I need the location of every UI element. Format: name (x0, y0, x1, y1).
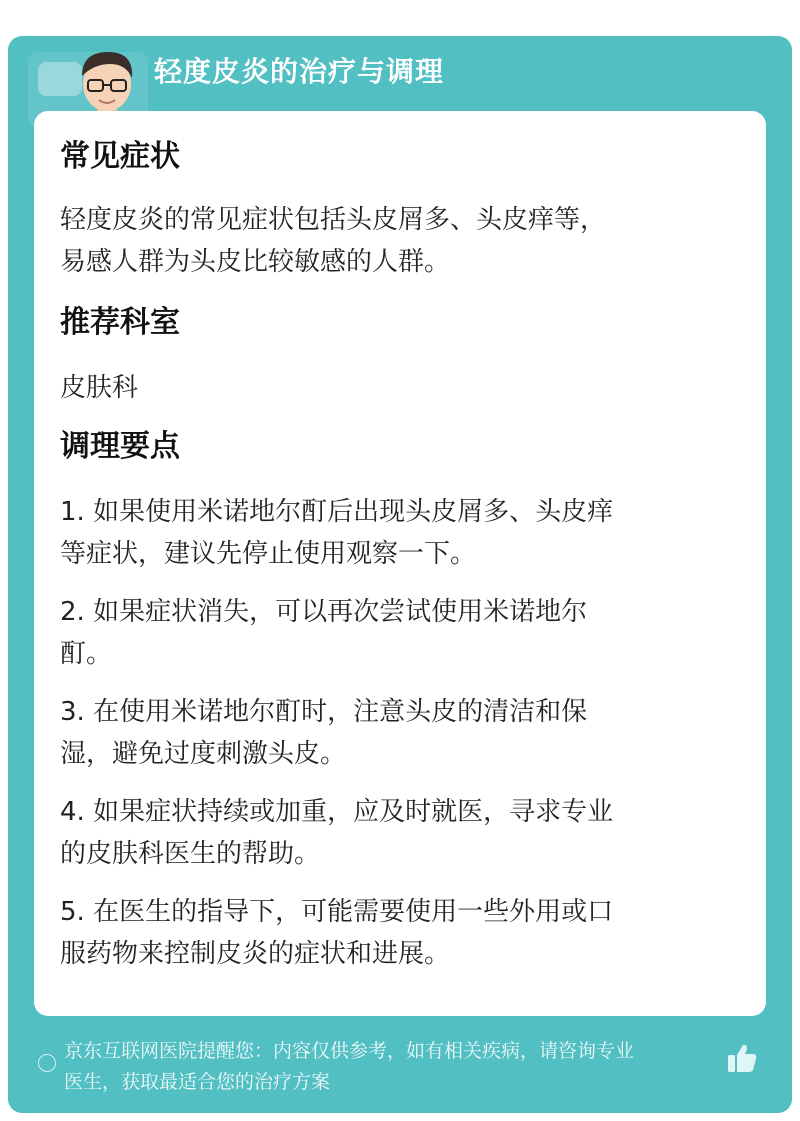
symptoms-line: 易感人群为头皮比较敏感的人群。 (60, 247, 451, 277)
info-card (34, 111, 766, 1016)
care-item-line: 酊。 (60, 639, 113, 669)
care-item (60, 491, 740, 575)
care-item-line: 的皮肤科医生的帮助。 (60, 839, 321, 869)
care-item-line: 4. 如果症状持续或加重，应及时就医，寻求专业 (60, 797, 614, 827)
symptoms-text (60, 199, 740, 283)
care-item (60, 891, 740, 975)
care-item-line: 1. 如果使用米诺地尔酊后出现头皮屑多、头皮痒 (60, 497, 614, 527)
care-item-line: 2. 如果症状消失，可以再次尝试使用米诺地尔 (60, 597, 588, 627)
care-item (60, 591, 740, 675)
care-item-line: 服药物来控制皮炎的症状和进展。 (60, 939, 451, 969)
department-text: 皮肤科 (60, 373, 139, 403)
section-title-care: 调理要点 (60, 429, 180, 464)
thumbs-up-icon[interactable] (724, 1040, 760, 1076)
section-title-symptoms: 常见症状 (60, 139, 180, 174)
disclaimer-line: 医生，获取最适合您的治疗方案 (64, 1071, 331, 1093)
disclaimer-text (64, 1036, 734, 1098)
disclaimer-line: 京东互联网医院提醒您：内容仅供参考，如有相关疾病，请咨询专业 (64, 1040, 635, 1062)
page-title: 轻度皮炎的治疗与调理 (154, 55, 445, 88)
care-item-line: 等症状，建议先停止使用观察一下。 (60, 539, 477, 569)
section-title-department: 推荐科室 (60, 305, 180, 340)
care-item (60, 691, 740, 775)
symptoms-line: 轻度皮炎的常见症状包括头皮屑多、头皮痒等， (60, 205, 607, 235)
care-item-line: 湿，避免过度刺激头皮。 (60, 739, 347, 769)
care-item-line: 3. 在使用米诺地尔酊时，注意头皮的清洁和保 (60, 697, 588, 727)
info-icon (38, 1054, 56, 1072)
care-item-line: 5. 在医生的指导下，可能需要使用一些外用或口 (60, 897, 614, 927)
care-item (60, 791, 740, 875)
